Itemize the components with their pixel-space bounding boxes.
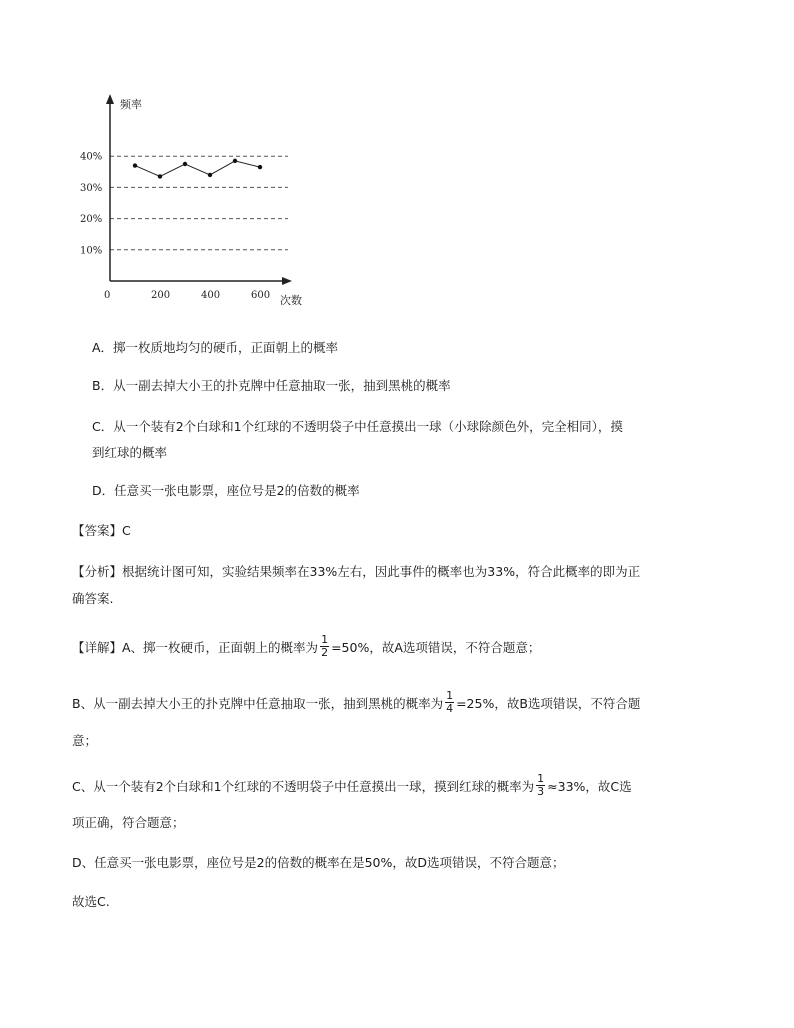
x-tick-label: 400 [201, 290, 221, 301]
detail-b-result: =25%，故B选项错误，不符合题 [456, 696, 641, 711]
fraction-one-half: $\frac{1}{2}$ [321, 633, 329, 659]
data-point [258, 165, 262, 169]
final-choice: 故选C. [72, 894, 110, 909]
option-c-line2: 到红球的概率 [92, 445, 168, 460]
detail-c-result: ≈33%，故C选 [547, 779, 632, 794]
option-b: B．从一副去掉大小王的扑克牌中任意抽取一张，抽到黑桃的概率 [92, 378, 451, 393]
fraction-one-third: $\frac{1}{3}$ [537, 772, 545, 798]
data-point [133, 163, 137, 167]
detail-a-result: =50%，故A选项错误，不符合题意； [331, 640, 541, 655]
y-tick-label: 10% [80, 245, 103, 257]
detail-b [72, 689, 641, 717]
chart-series [133, 159, 262, 179]
y-tick-label: 20% [80, 214, 103, 226]
analysis-line2: 确答案. [72, 591, 114, 606]
detail-d: D、任意买一张电影票，座位号是2的倍数的概率在是50%，故D选项错误，不符合题意； [72, 855, 565, 870]
x-tick-label: 600 [251, 290, 271, 301]
x-axis-arrow [282, 277, 292, 285]
data-point [158, 174, 162, 178]
detail-c-text: C、从一个装有2个白球和1个红球的不透明袋子中任意摸出一球，摸到红球的概率为 [72, 779, 535, 794]
data-point [233, 159, 237, 163]
y-axis-arrow [106, 94, 114, 104]
detail-a [72, 633, 541, 661]
fraction-one-quarter: $\frac{1}{4}$ [446, 689, 454, 715]
x-axis-label: 次数 [280, 294, 302, 307]
option-c-line1: C．从一个装有2个白球和1个红球的不透明袋子中任意摸出一球（小球除颜色外，完全相同），摸 [92, 419, 623, 434]
frequency-line-chart [70, 88, 330, 318]
y-tick-label: 40% [80, 151, 103, 163]
y-tick-label: 30% [80, 182, 103, 194]
detail-b-line2: 意； [72, 733, 98, 748]
option-d: D．任意买一张电影票，座位号是2的倍数的概率 [92, 483, 360, 498]
option-a: A．掷一枚质地均匀的硬币，正面朝上的概率 [92, 340, 339, 355]
chart-tick-labels [80, 152, 270, 301]
detail-b-text: B、从一副去掉大小王的扑克牌中任意抽取一张，抽到黑桃的概率为 [72, 696, 444, 711]
frequency-line [135, 161, 260, 177]
origin-label: 0 [104, 290, 111, 301]
x-tick-label: 200 [151, 290, 171, 301]
detail-a-text: 【详解】A、掷一枚硬币，正面朝上的概率为 [72, 640, 319, 655]
answer: 【答案】C [72, 523, 131, 538]
analysis-line1: 【分析】根据统计图可知，实验结果频率在33%左右，因此事件的概率也为33%，符合此概率的即为正 [72, 564, 641, 579]
y-axis-label: 频率 [120, 98, 142, 111]
detail-c [72, 772, 632, 800]
data-point [208, 173, 212, 177]
chart-axes [104, 94, 302, 307]
detail-c-line2: 项正确，符合题意； [72, 815, 185, 830]
data-point [183, 162, 187, 166]
